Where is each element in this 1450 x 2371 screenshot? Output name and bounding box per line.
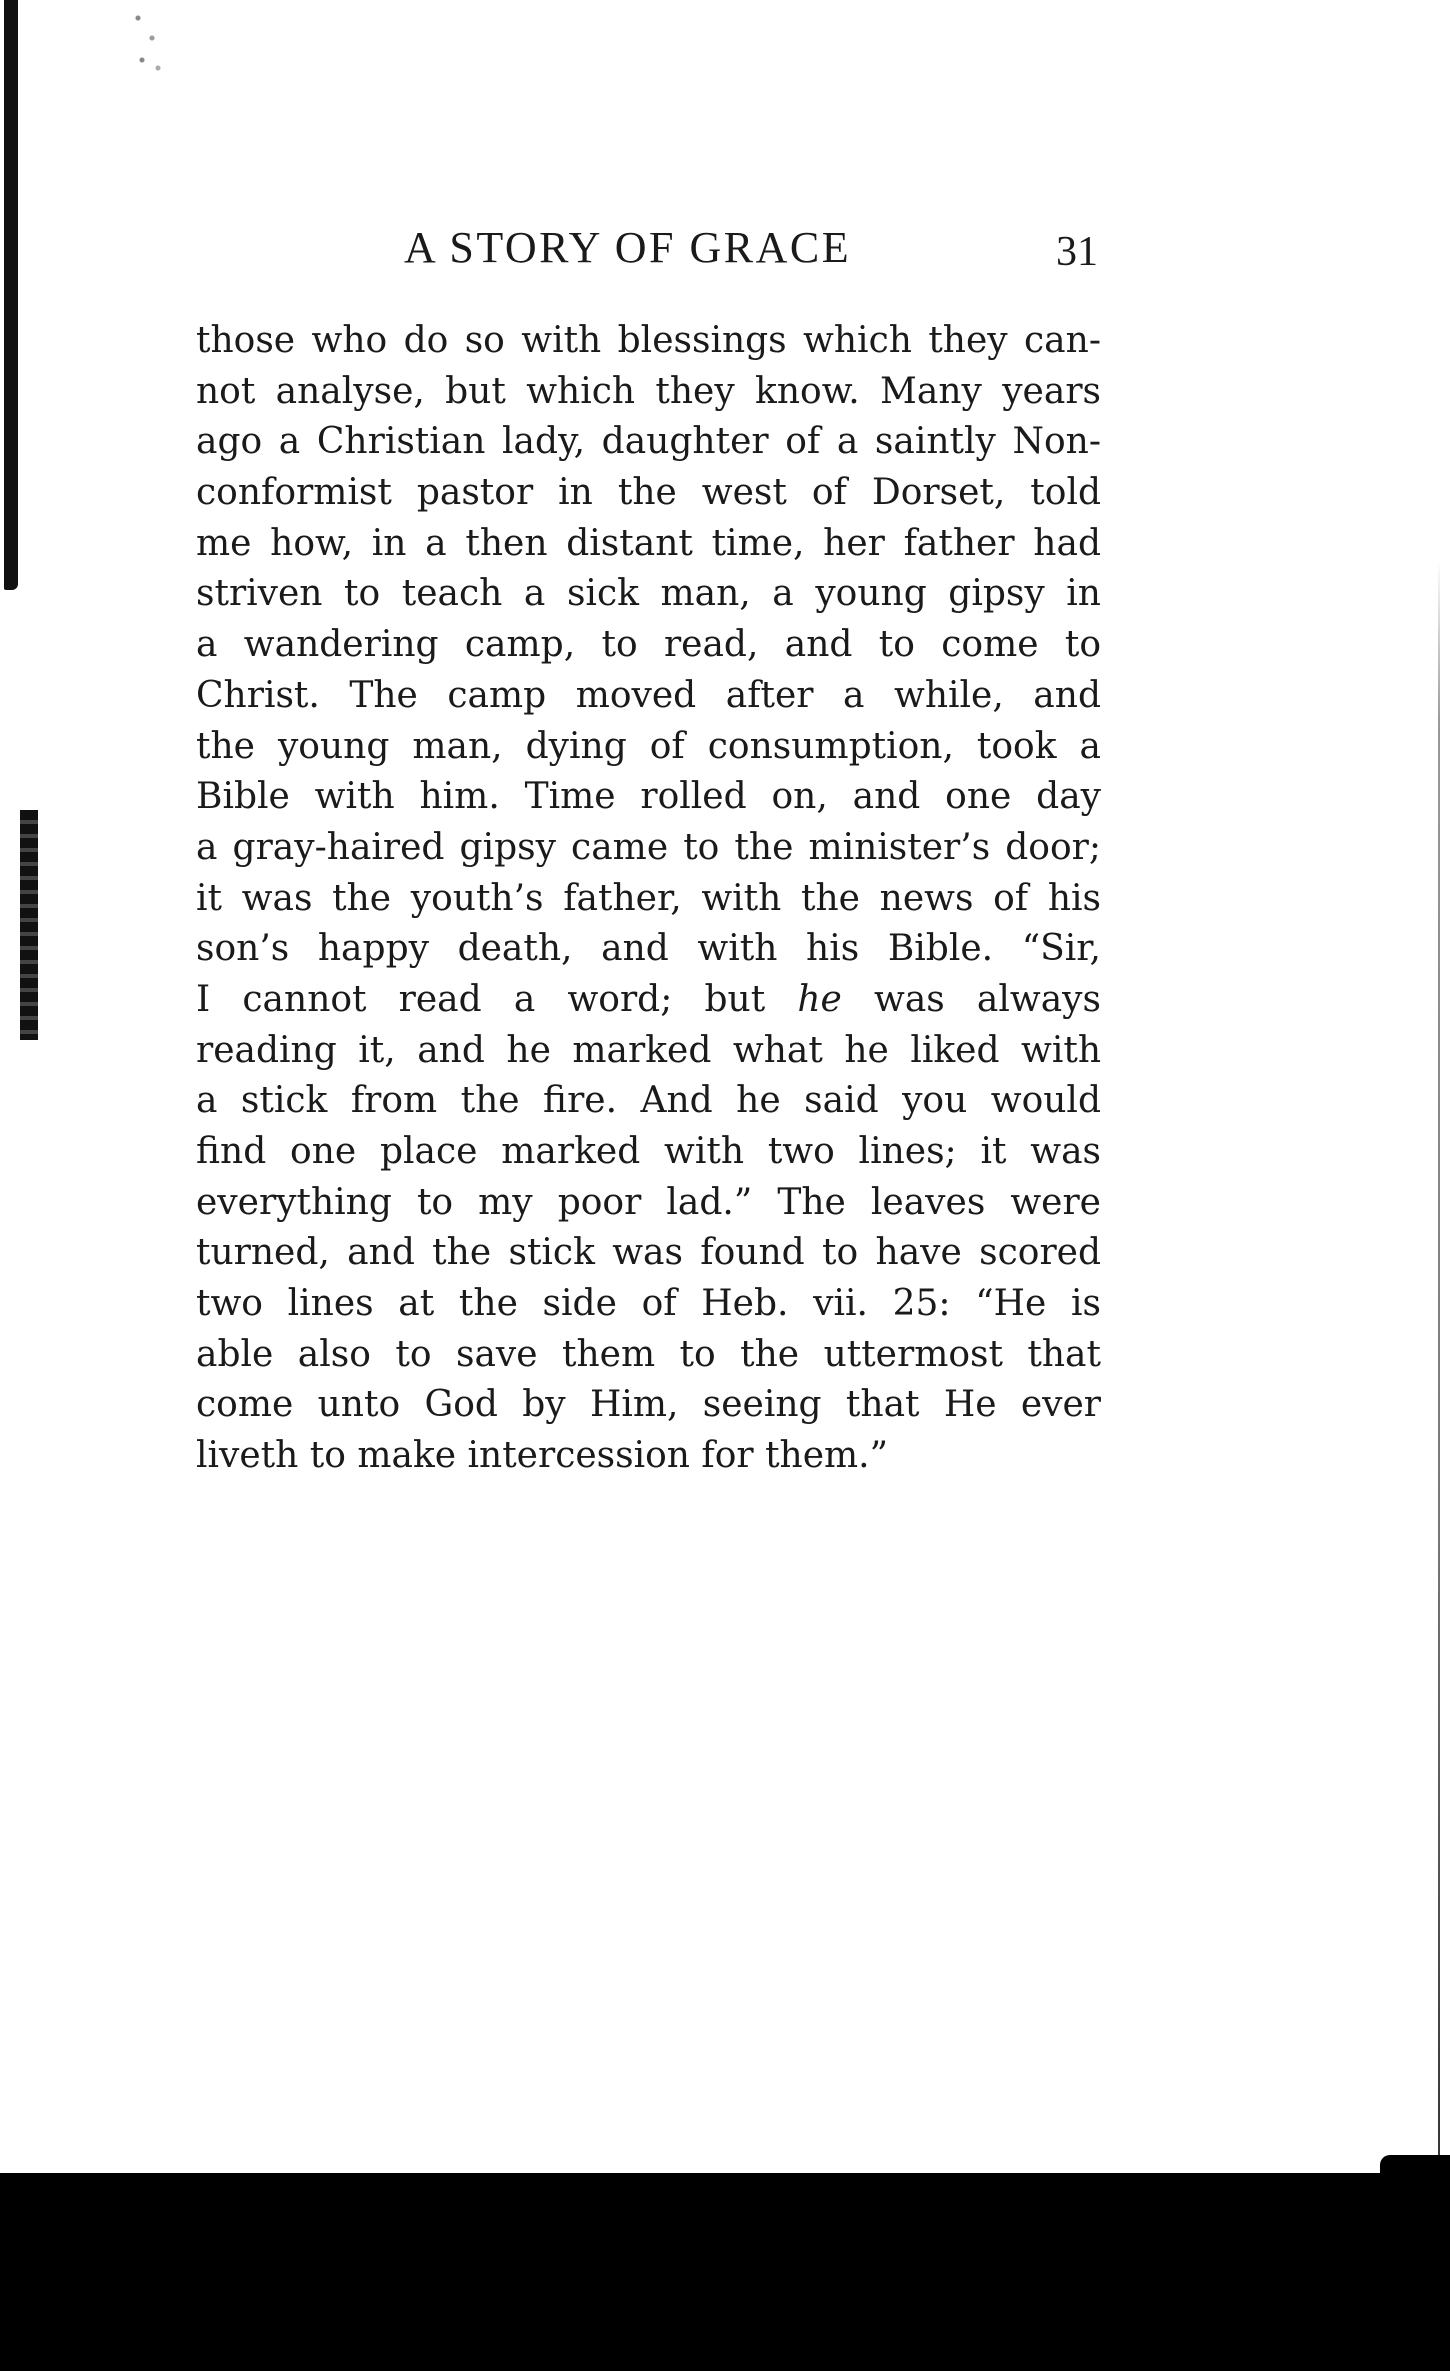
text-line: able also to save them to the uttermost that [196,1333,1101,1375]
text-segment: I cannot read a word; but [196,978,798,1020]
text-line: those who do so with blessings which they can- [196,320,1101,361]
text-line: two lines at the side of Heb. vii. 25: “He is [196,1283,1101,1325]
text-line: the young man, dying of consumption, took a [196,725,1101,767]
scan-margin-shadow-top [4,0,18,590]
text-line: me how, in a then distant time, her father had [196,522,1101,564]
text-line-with-emphasis [196,975,1101,1026]
text-line: not analyse, but which they know. Many years [196,370,1101,412]
page-number: 31 [1056,229,1098,275]
text-line-last: liveth to make intercession for them.” [196,1435,889,1477]
scan-margin-shadow-middle [20,810,38,1040]
scan-specks [128,8,168,78]
text-line: come unto God by Him, seeing that He ever [196,1384,1101,1426]
text-line: find one place marked with two lines; it was [196,1131,1101,1172]
running-head [0,218,1450,278]
emphasis-word: he [797,978,842,1020]
text-line: son’s happy death, and with his Bible. “Sir, [196,928,1101,970]
scan-right-edge [1438,560,1440,2180]
scan-bottom-band [0,2173,1450,2371]
text-line: a wandering camp, to read, and to come to [196,624,1101,666]
text-line: it was the youth’s father, with the news of his [196,877,1101,919]
text-line: conformist pastor in the west of Dorset, told [196,472,1101,514]
text-line: ago a Christian lady, daughter of a saintly Non- [196,421,1101,463]
text-line: everything to my poor lad.” The leaves were [196,1181,1101,1223]
text-segment: was always [841,978,1101,1020]
text-line: turned, and the stick was found to have scored [196,1232,1101,1274]
text-line: a stick from the fire. And he said you would [196,1080,1101,1122]
body-text [196,316,1101,1482]
text-line: reading it, and he marked what he liked with [196,1029,1101,1071]
text-line: Bible with him. Time rolled on, and one day [196,776,1101,818]
text-line: a gray-haired gipsy came to the minister’s door; [196,826,1101,868]
text-line: Christ. The camp moved after a while, and [196,674,1101,716]
text-line: striven to teach a sick man, a young gipsy in [196,573,1101,615]
running-title: A STORY OF GRACE [404,223,852,272]
